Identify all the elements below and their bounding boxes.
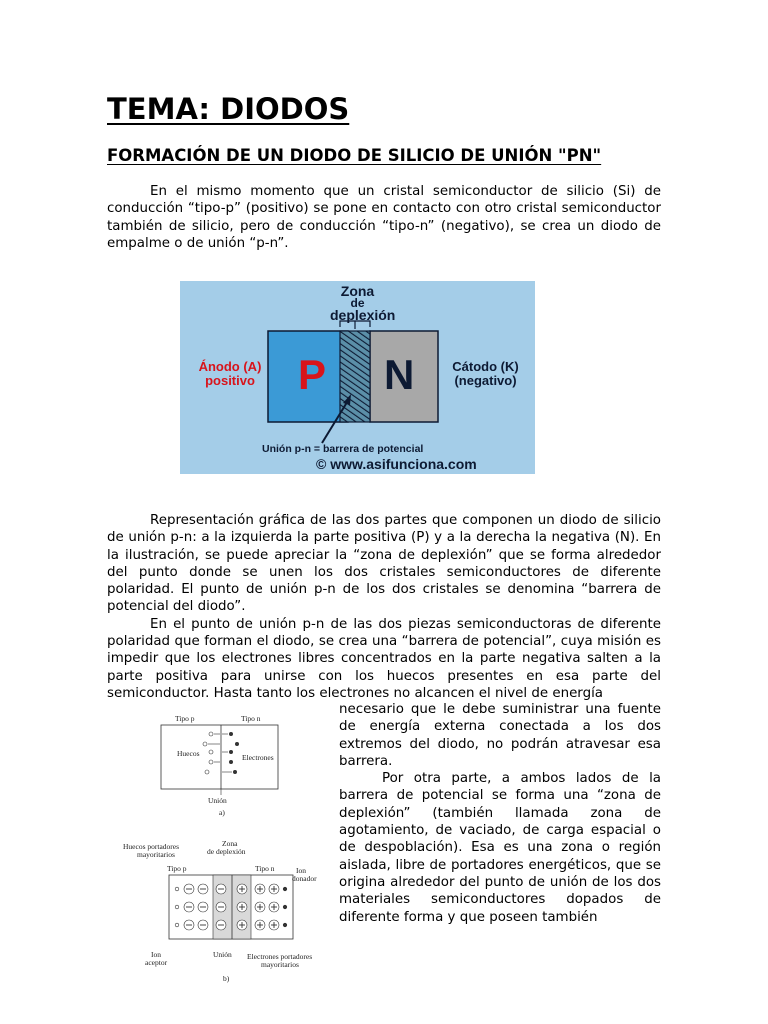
paragraph-description-text: Representación gráfica de las dos partes que componen un diodo de silicio de unión p-n: a la izquierda la parte positiva (P) y a la derecha la negativa (N). En la ilustración, se puede apreciar la “zona de deplexión” que se forma alrededor del punto donde se unen los dos cristales semiconductores de diferente polaridad. El punto de unión p-n de los dos cristales se denomina “barrera de potencial del diodo”. (107, 513, 661, 615)
fig-a-electrones: Electrones (242, 753, 274, 762)
fig-a-caption: a) (219, 808, 225, 817)
fig-b-ion-aceptor-1: Ion (151, 950, 161, 959)
fig-b-ion-donador-1: Ion (296, 866, 306, 875)
textbook-junction-figure (107, 705, 331, 987)
section-heading: FORMACIÓN DE UN DIODO DE SILICIO DE UNIÓN "PN" (107, 146, 602, 165)
fig-b-zona-1: Zona (222, 839, 238, 848)
paragraph-intro: En el mismo momento que un cristal semiconductor de silicio (Si) de conducción “tipo-p” (positivo) se pone en contacto con otro cristal semiconductor también de silicio, pero de conducción “tipo-n” (negativo), se crea un diodo de empalme o de unión “p-n”. (107, 184, 661, 251)
fig-b-zona-2: de deplexión (207, 847, 246, 856)
paragraph-depletion-text: Por otra parte, a ambos lados de la barrera de potencial se forma una “zona de deplexión” (también llamada zona de agotamiento, de vaciado, de carga espacial o de despoblación). Esa es una zona o región aislada, libre de portadores energéticos, que se origina alrededor del punto de unión de los dos materiales semiconductores dopados de diferente forma y que poseen también (339, 771, 661, 925)
fig-b-electrones-1: Electrones portadores (247, 952, 313, 961)
fig-b-tipo-n: Tipo n (255, 864, 275, 873)
depletion-zone (340, 331, 370, 422)
fig-a-tipo-p: Tipo p (175, 714, 195, 723)
fig-b-union: Unión (213, 950, 232, 959)
zona-label: Zona de deplexión (330, 283, 396, 323)
n-letter: N (384, 351, 415, 398)
fig-b-caption: b) (223, 974, 230, 983)
page-title: TEMA: DIODOS (107, 92, 350, 126)
fig-b-tipo-p: Tipo p (167, 864, 187, 873)
anodo-label: Ánodo (A) positivo (198, 359, 262, 388)
fig-b-ion-aceptor-2: aceptor (145, 958, 168, 967)
p-letter: P (298, 351, 327, 398)
fig-a-union: Unión (208, 796, 227, 805)
fig-b-huecos-1: Huecos portadores (123, 842, 180, 851)
fig-b-electrones-2: mayoritarios (261, 960, 299, 969)
fig-b-huecos-2: mayoritarios (137, 850, 175, 859)
fig-b-ion-donador-2: donador (292, 874, 317, 883)
textbook-figure-drawing (107, 705, 331, 987)
union-label: Unión p-n = barrera de potencial (262, 443, 424, 455)
paragraph-depletion (339, 701, 661, 926)
fig-a-tipo-n: Tipo n (241, 714, 261, 723)
fig-a-huecos: Huecos (177, 749, 200, 758)
paragraph-description (107, 512, 661, 702)
paragraph-barrier-continued: necesario que le debe suministrar una fuente de energía externa conectada a los dos extremos del diodo, no podrán atravesar esa barrera. (339, 702, 661, 769)
catodo-label: Cátodo (K) (negativo) (452, 359, 519, 388)
copyright-label: © www.asifunciona.com (316, 456, 477, 472)
paragraph-barrier-text: En el punto de unión p-n de las dos piezas semiconductoras de diferente polaridad que forman el diodo, se crea una “barrera de potencial”, cuya misión es impedir que los electrones libres concentrados en la parte negativa salten a la parte positiva para unirse con los huecos presentes en esa parte del semiconductor. Hasta tanto los electrones no alcancen el nivel de energía (107, 616, 661, 701)
diode-junction-figure (180, 281, 535, 474)
